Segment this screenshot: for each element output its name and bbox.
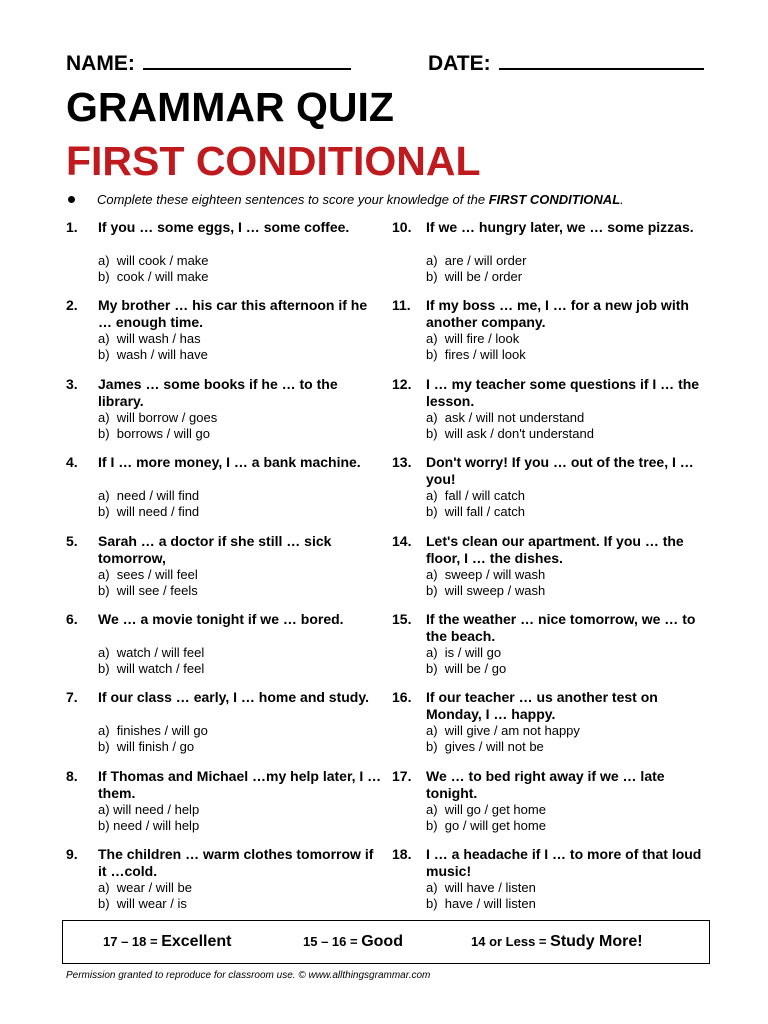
question-number: 1. [66,219,78,235]
option-a[interactable]: a) sees / will feel [98,566,198,582]
question-number: 6. [66,611,78,627]
question-text: If you … some eggs, I … some coffee. [98,219,350,235]
date-line [499,66,704,70]
question-text: The children … warm clothes tomorrow if it …cold. [98,846,374,880]
option-a[interactable]: a) will fire / look [426,331,520,347]
question-options [98,645,388,677]
option-a[interactable]: a) sweep / will wash [426,566,546,582]
question-text: My brother … his car this afternoon if he … enough time. [98,297,368,331]
question-text: If I … more money, I … a bank machine. [98,454,361,471]
option-b[interactable]: b) will watch / feel [98,661,205,676]
question-text: Don't worry! If you … out of the tree, I … you! [426,454,694,488]
score-excellent [103,933,231,951]
question-text: If Thomas and Michael …my help later, I … them. [98,767,382,801]
option-b[interactable]: b) fires / will look [426,347,526,363]
quiz-title: GRAMMAR QUIZ [66,84,394,130]
question-number: 10. [392,219,412,235]
option-b[interactable]: b) will see / feels [98,582,198,598]
name-label: NAME: [66,52,135,75]
option-b[interactable]: b) wash / will have [98,347,208,363]
option-a[interactable]: a) are / will order [426,253,527,268]
question-options [426,802,716,834]
score-good-label: Good [361,933,403,950]
question-options [426,410,716,442]
score-excellent-label: Excellent [161,933,232,950]
score-good-range: 15 – 16 = [303,934,362,949]
question-options [426,723,716,755]
question-text: We … to bed right away if we … late tonight. [426,767,665,801]
option-a[interactable]: a) watch / will feel [98,645,205,660]
question-number: 17. [392,767,412,784]
question-text: If my boss … me, I … for a new job with another company. [426,297,689,331]
question-number: 15. [392,611,412,627]
option-b[interactable]: b) need / will help [98,817,200,833]
question-options [98,488,388,520]
option-a[interactable]: a) fall / will catch [426,488,525,504]
option-a[interactable]: a) is / will go [426,645,502,660]
question-number: 2. [66,297,78,314]
question-options [98,410,388,442]
question-options [426,331,716,363]
instructions-bold: FIRST CONDITIONAL [488,192,621,207]
option-b[interactable]: b) go / will get home [426,817,546,833]
option-a[interactable]: a) will go / get home [426,801,546,817]
option-b[interactable]: b) will need / find [98,504,200,520]
question-options [426,645,716,677]
score-study-more-label: Study More! [550,933,643,950]
option-a[interactable]: a) will need / help [98,801,200,817]
question-number: 3. [66,375,78,392]
question-number: 18. [392,846,412,863]
quiz-subtitle: FIRST CONDITIONAL [66,138,481,184]
score-study-more-range: 14 or Less = [471,934,551,949]
question-number: 13. [392,454,412,471]
question-number: 9. [66,846,78,863]
score-excellent-range: 17 – 18 = [103,934,162,949]
option-b[interactable]: b) will sweep / wash [426,582,546,598]
question-number: 11. [392,297,411,314]
option-a[interactable]: a) need / will find [98,488,200,504]
name-field[interactable] [66,52,351,76]
option-b[interactable]: b) borrows / will go [98,425,210,441]
permission-footer: Permission granted to reproduce for classroom use. © www.allthingsgrammar.com [66,970,431,981]
question-text: Sarah … a doctor if she still … sick tomorrow, [98,532,332,566]
instructions-text: Complete these eighteen sentences to score your knowledge of the [97,192,489,207]
option-b[interactable]: b) will be / go [426,661,507,676]
instructions-end: . [620,192,624,207]
option-b[interactable]: b) cook / will make [98,269,209,284]
question-options [98,567,388,599]
option-b[interactable]: b) will be / order [426,269,523,284]
question-options [426,567,716,599]
question-number: 12. [392,375,412,392]
option-a[interactable]: a) will wash / has [98,331,201,347]
question-number: 5. [66,532,78,549]
question-options [98,802,388,834]
question-number: 8. [66,767,78,784]
question-options [426,253,716,285]
bullet-icon [68,196,75,203]
question-text: If our teacher … us another test on Monday, I … happy. [426,689,658,723]
question-options [98,880,388,912]
question-text: I … a headache if I … to more of that loud music! [426,846,702,880]
question-text: If the weather … nice tomorrow, we … to the beach. [426,611,696,644]
question-text: I … my teacher some questions if I … the lesson. [426,375,700,409]
option-a[interactable]: a) will have / listen [426,880,536,896]
option-b[interactable]: b) will wear / is [98,896,187,912]
option-a[interactable]: a) ask / will not understand [426,409,585,425]
option-b[interactable]: b) will finish / go [98,739,195,755]
option-a[interactable]: a) finishes / will go [98,723,208,739]
question-text: Let's clean our apartment. If you … the floor, I … the dishes. [426,532,684,566]
option-a[interactable]: a) will cook / make [98,253,209,268]
name-line [143,66,351,70]
question-number: 14. [392,532,412,549]
option-b[interactable]: b) have / will listen [426,896,536,912]
question-text: If our class … early, I … home and study. [98,689,369,706]
question-number: 16. [392,689,412,706]
question-options [426,488,716,520]
scoring-box [62,920,710,964]
question-options [426,880,716,912]
option-b[interactable]: b) will ask / don't understand [426,425,594,441]
score-good [303,933,403,951]
date-field[interactable] [428,52,704,76]
question-text: James … some books if he … to the library. [98,375,338,409]
option-b[interactable]: b) gives / will not be [426,739,544,755]
option-a[interactable]: a) will borrow / goes [98,409,218,425]
question-options [98,723,388,755]
question-options [98,253,388,285]
option-a[interactable]: a) will give / am not happy [426,723,580,739]
date-label: DATE: [428,52,491,75]
question-options [98,331,388,363]
question-number: 4. [66,454,78,471]
question-text: We … a movie tonight if we … bored. [98,611,344,627]
option-a[interactable]: a) wear / will be [98,880,192,896]
option-b[interactable]: b) will fall / catch [426,504,525,520]
question-number: 7. [66,689,78,706]
question-text: If we … hungry later, we … some pizzas. [426,219,694,235]
name-date-row [66,52,706,80]
score-study-more [471,933,643,951]
